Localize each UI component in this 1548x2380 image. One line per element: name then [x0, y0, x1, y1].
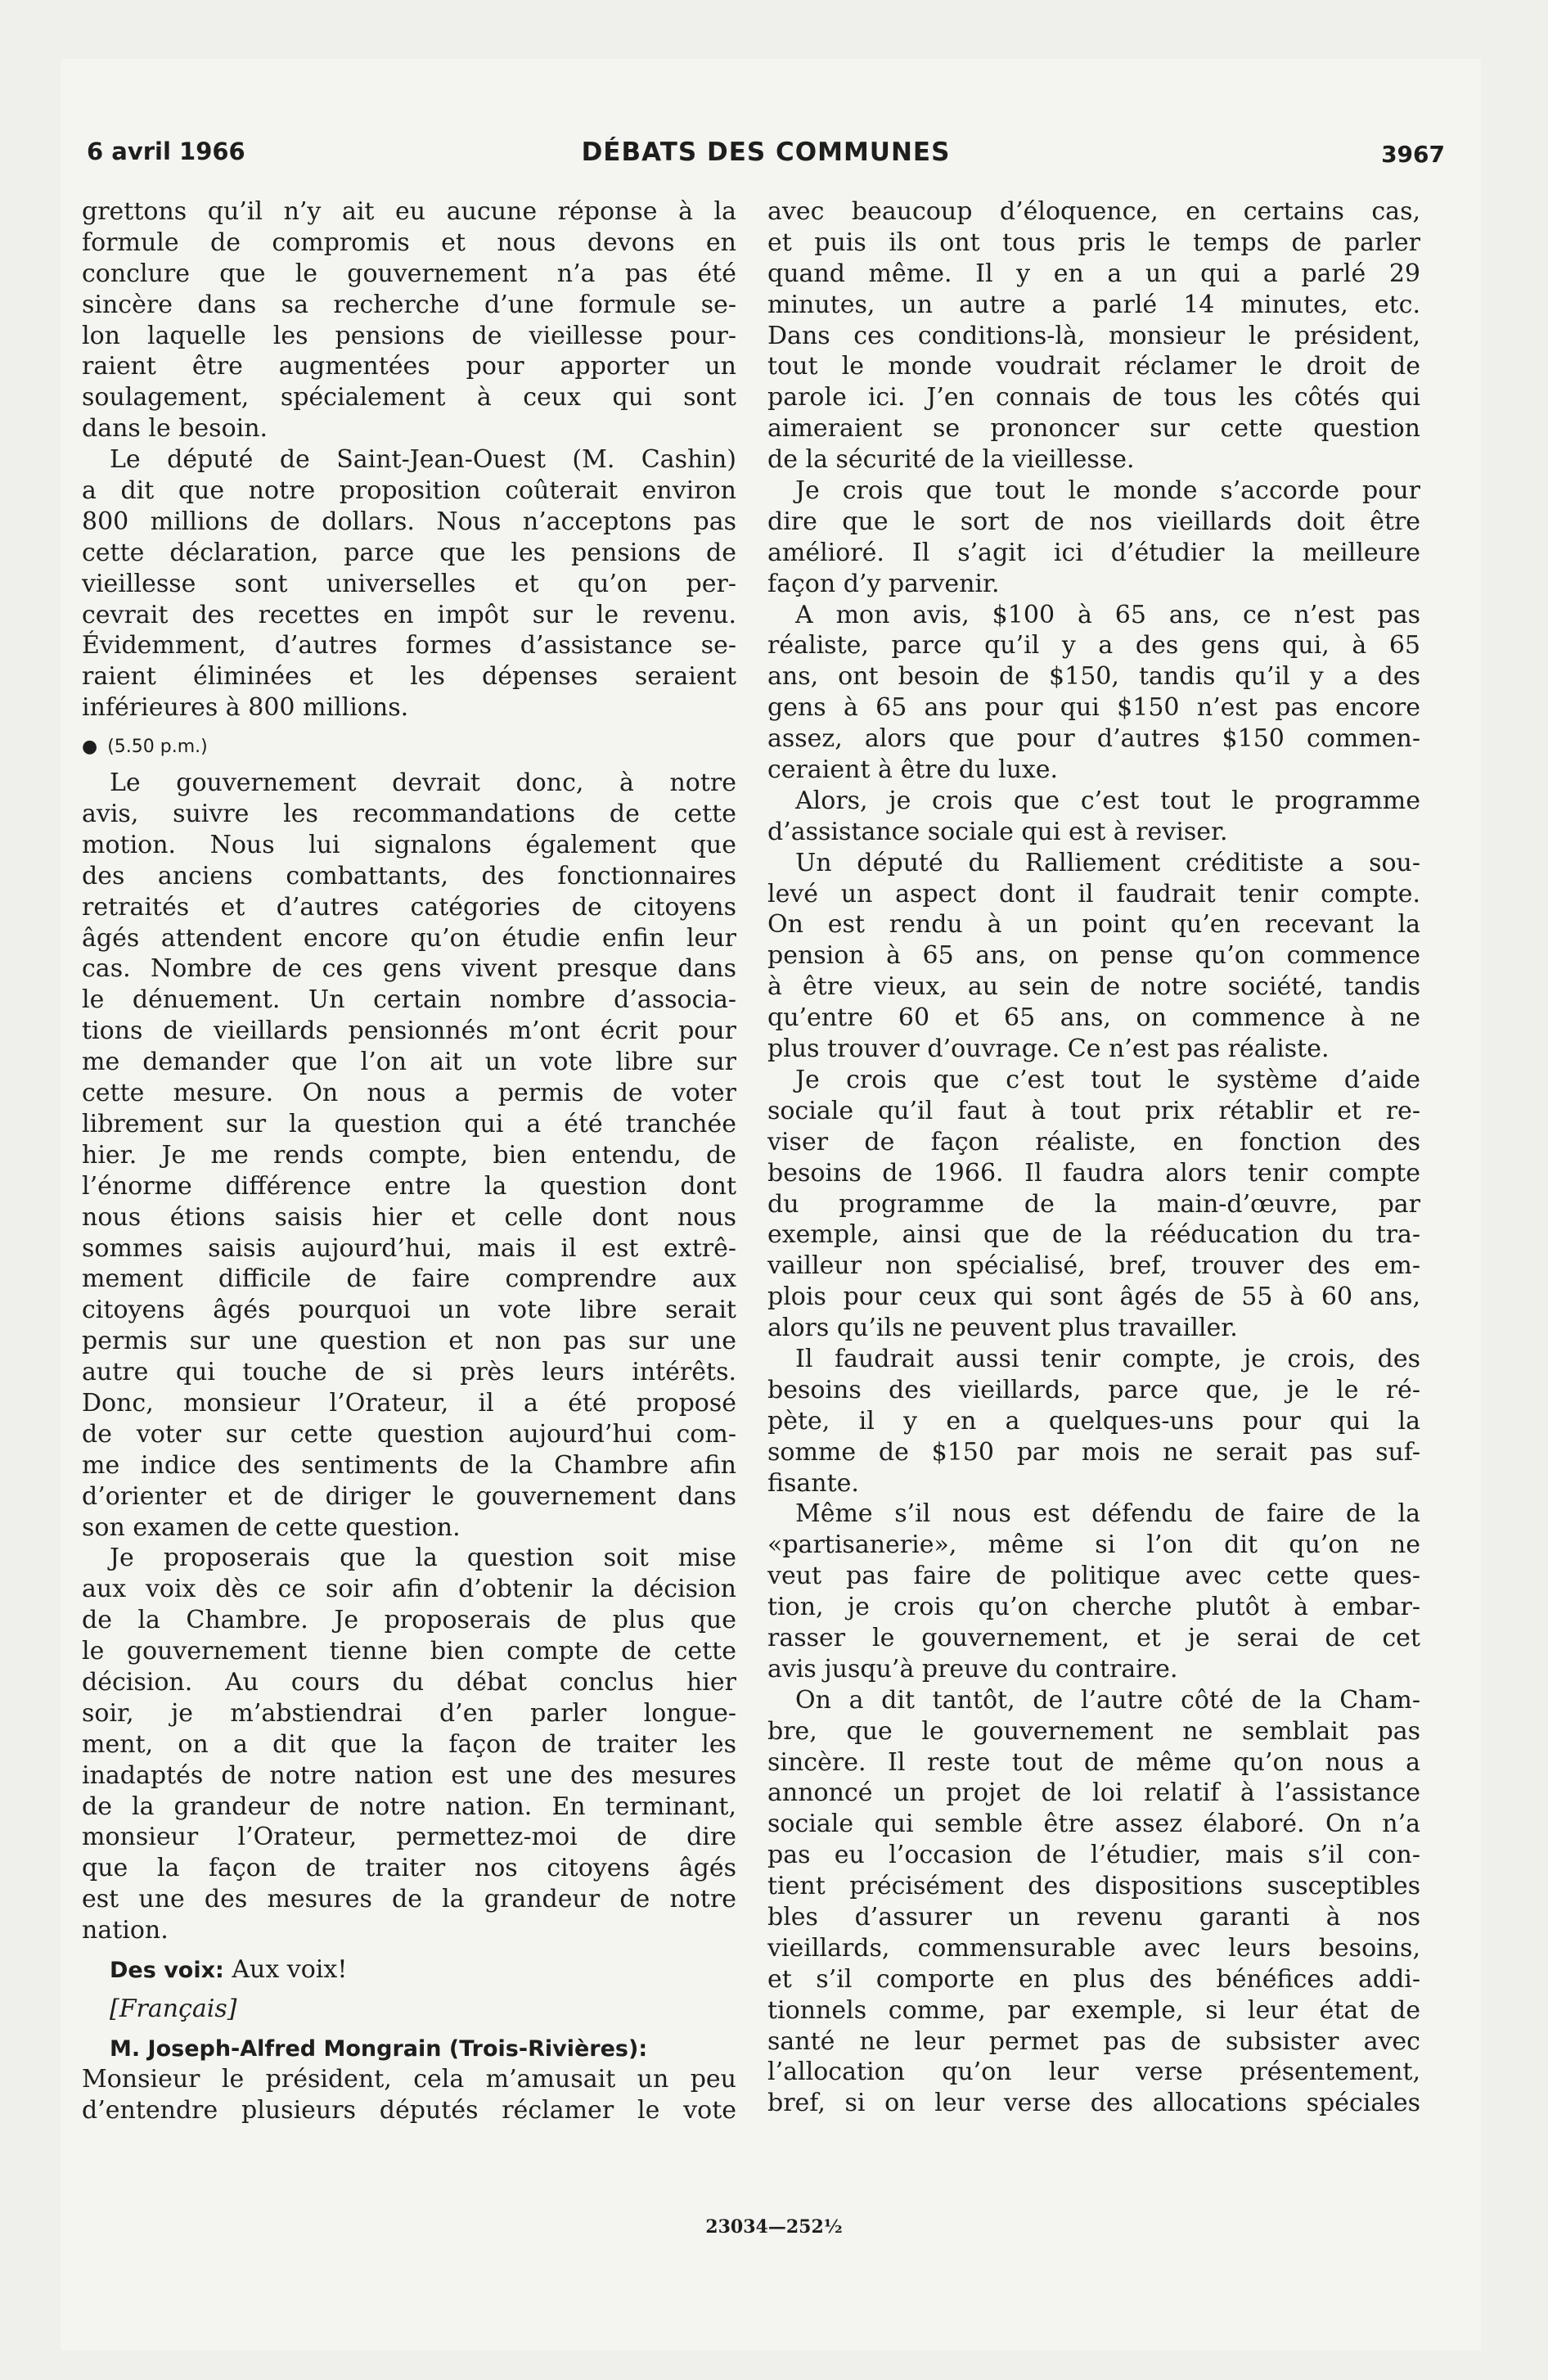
text-line: de la Chambre. Je proposerais de plus que [82, 1606, 736, 1635]
text-line: dans le besoin. [82, 414, 268, 444]
text-line: aimeraient se prononcer sur cette question [767, 414, 1420, 444]
text-line: Monsieur le président, cela m’amusait un peu [82, 2064, 736, 2094]
text-line: tionnels comme, par exemple, si leur état de [767, 1995, 1420, 2025]
text-line: formule de compromis et nous devons en [82, 228, 736, 257]
paragraph [767, 600, 1420, 786]
text-line: «partisanerie», même si l’on dit qu’on ne [767, 1530, 1420, 1560]
text-line: alors qu’ils ne peuvent plus travailler. [767, 1314, 1238, 1343]
text-line: avis, suivre les recommandations de cette [82, 800, 736, 829]
paragraph [767, 848, 1420, 1065]
text-line: bref, si on leur verse des allocations spéciales [767, 2089, 1420, 2118]
text-line: d’entendre plusieurs députés réclamer le vote [82, 2095, 736, 2125]
text-line: Donc, monsieur l’Orateur, il a été proposé [82, 1388, 736, 1418]
text-line: d’orienter et de diriger le gouvernement dans [82, 1481, 736, 1511]
text-line: A mon avis, $100 à 65 ans, ce n’est pas [795, 600, 1420, 629]
text-line: inadaptés de notre nation est une des mesures [82, 1760, 736, 1790]
text-line: besoins des vieillards, parce que, je le ré- [767, 1375, 1420, 1404]
text-line: cette mesure. On nous a permis de voter [82, 1079, 736, 1108]
text-line: grettons qu’il n’y ait eu aucune réponse à la [82, 197, 736, 226]
text-line: conclure que le gouvernement n’a pas été [82, 259, 736, 288]
text-line: tient précisément des dispositions susceptibles [767, 1872, 1420, 1901]
text-line: tion, je crois qu’on cherche plutôt à embar- [767, 1593, 1420, 1622]
paragraph [767, 476, 1420, 600]
bullet-icon: ● [82, 737, 98, 758]
text-line: sociale qui semble être assez élaboré. On n’a [767, 1810, 1420, 1839]
text-line: qu’entre 60 et 65 ans, on commence à ne [767, 1003, 1420, 1033]
text-line: Dans ces conditions-là, monsieur le président, [767, 321, 1420, 350]
text-line: ans, ont besoin de $150, tandis qu’il y a des [767, 662, 1420, 692]
text-line: librement sur la question qui a été tranchée [82, 1109, 736, 1138]
text-line: fisante. [767, 1468, 859, 1498]
text-line: vieillards, commensurable avec leurs besoins, [767, 1933, 1420, 1963]
interjection [82, 1954, 736, 1986]
text-line: annoncé un projet de loi relatif à l’assistance [767, 1778, 1420, 1808]
text-line: pension à 65 ans, on pense qu’on commence [767, 941, 1420, 971]
timestamp [82, 732, 736, 763]
speaker-heading [82, 2033, 736, 2064]
left-column [82, 196, 736, 2125]
text-line: de la sécurité de la vieillesse. [767, 445, 1135, 475]
text-line: santé ne leur permet pas de subsister avec [767, 2026, 1420, 2056]
paragraph [82, 196, 736, 444]
text-line: dire que le sort de nos vieillards doit être [767, 507, 1420, 536]
paragraph [82, 768, 736, 1543]
timestamp-text: (5.50 p.m.) [107, 737, 208, 758]
text-line: bles d’assurer un revenu garanti à nos [767, 1902, 1420, 1931]
paragraph [767, 196, 1420, 476]
paragraph [767, 1344, 1420, 1499]
right-column [767, 196, 1420, 2119]
text-line: est une des mesures de la grandeur de notre [82, 1885, 736, 1914]
text-line: âgés attendent encore qu’on étudie enfin leur [82, 923, 736, 953]
paragraph [82, 2064, 736, 2126]
text-line: plois pour ceux qui sont âgés de 55 à 60 ans, [767, 1282, 1420, 1312]
text-line: Je crois que c’est tout le système d’aide [795, 1065, 1420, 1094]
text-line: vieillesse sont universelles et qu’on per- [82, 569, 736, 598]
page-header [87, 137, 1445, 178]
text-line: décision. Au cours du débat conclus hier [82, 1667, 736, 1697]
text-line: On a dit tantôt, de l’autre côté de la Cham- [795, 1685, 1420, 1715]
text-line: exemple, ainsi que de la rééducation du tra- [767, 1220, 1420, 1250]
text-line: quand même. Il y en a un qui a parlé 29 [767, 259, 1420, 288]
header-page-number: 3967 [1381, 141, 1445, 168]
text-line: besoins de 1966. Il faudra alors tenir compte [767, 1158, 1420, 1188]
text-line: amélioré. Il s’agit ici d’étudier la meilleure [767, 538, 1420, 567]
text-line: permis sur une question et non pas sur une [82, 1327, 736, 1356]
header-date: 6 avril 1966 [87, 137, 245, 165]
text-line: retraités et d’autres catégories de citoyens [82, 892, 736, 922]
text-line: vailleur non spécialisé, bref, trouver des em- [767, 1251, 1420, 1281]
text-line: veut pas faire de politique avec cette ques- [767, 1562, 1420, 1591]
text-line: aux voix dès ce soir afin d’obtenir la décision [82, 1575, 736, 1604]
text-line: et puis ils ont tous pris le temps de parler [767, 228, 1420, 257]
text-line: rasser le gouvernement, et je serai de cet [767, 1623, 1420, 1652]
text-line: parole ici. J’en connais de tous les côtés qui [767, 383, 1420, 412]
text-line: tout le monde voudrait réclamer le droit de [767, 352, 1420, 381]
text-line: Je crois que tout le monde s’accorde pour [795, 476, 1420, 506]
text-line: sociale qu’il faut à tout prix rétablir et re- [767, 1096, 1420, 1125]
text-line: lon laquelle les pensions de vieillesse pour- [82, 321, 736, 350]
text-line: son examen de cette question. [82, 1512, 461, 1542]
language-note: [Français] [110, 1994, 237, 2023]
speaker-name: Des voix: [110, 1957, 224, 1983]
text-line: ceraient à être du luxe. [767, 755, 1059, 785]
paragraph [767, 1065, 1420, 1344]
text-line: soir, je m’abstiendrai d’en parler longue- [82, 1698, 736, 1728]
text-line: cas. Nombre de ces gens vivent presque dans [82, 954, 736, 984]
paragraph [767, 1499, 1420, 1684]
text-line: Un député du Ralliement créditiste a sou- [795, 848, 1420, 877]
text-line: a dit que notre proposition coûterait environ [82, 476, 736, 506]
text-line: Même s’il nous est défendu de faire de la [795, 1499, 1420, 1529]
text-line: façon d’y parvenir. [767, 569, 1000, 598]
text-line: levé un aspect dont il faudrait tenir compte. [767, 879, 1420, 908]
text-line: le gouvernement tienne bien compte de cette [82, 1637, 736, 1666]
text-line: et s’il comporte en plus des bénéfices addi- [767, 1964, 1420, 1994]
text-line: gens à 65 ans pour qui $150 n’est pas encore [767, 693, 1420, 723]
text-line: me indice des sentiments de la Chambre afin [82, 1450, 736, 1480]
text-line: inférieures à 800 millions. [82, 693, 409, 723]
text-line: bre, que le gouvernement ne semblait pas [767, 1716, 1420, 1746]
text-line: sommes saisis aujourd’hui, mais il est extrê- [82, 1233, 736, 1263]
text-line: 800 millions de dollars. Nous n’acceptons pas [82, 507, 736, 536]
text-line: pas eu l’occasion de l’étudier, mais s’il con- [767, 1841, 1420, 1870]
text-line: cevrait des recettes en impôt sur le revenu. [82, 600, 736, 629]
text-line: raient éliminées et les dépenses seraient [82, 662, 736, 692]
text-line: nous étions saisis hier et celle dont nous [82, 1202, 736, 1232]
text-line: de voter sur cette question aujourd’hui com- [82, 1419, 736, 1449]
text-line: somme de $150 par mois ne serait pas suf- [767, 1437, 1420, 1467]
text-line: tions de vieillards pensionnés m’ont écrit pour [82, 1016, 736, 1046]
text-line: Il faudrait aussi tenir compte, je crois, des [795, 1344, 1420, 1373]
text-line: ment, on a dit que la façon de traiter les [82, 1729, 736, 1759]
text-line: On est rendu à un point qu’en recevant la [767, 910, 1420, 940]
footer-code: 23034—252½ [705, 2216, 843, 2238]
text-line: cette déclaration, parce que les pensions de [82, 538, 736, 567]
text-line: Je proposerais que la question soit mise [110, 1544, 736, 1573]
text-line: viser de façon réaliste, en fonction des [767, 1127, 1420, 1156]
speaker-name: M. Joseph-Alfred Mongrain (Trois-Rivières): [110, 2035, 648, 2062]
text-line: nation. [82, 1916, 169, 1945]
text-line: Alors, je crois que c’est tout le programme [795, 786, 1420, 815]
text-line: d’assistance sociale qui est à reviser. [767, 817, 1228, 846]
text-line: à être vieux, au sein de notre société, tandis [767, 972, 1420, 1002]
text-line: motion. Nous lui signalons également que [82, 830, 736, 859]
text-line: soulagement, spécialement à ceux qui sont [82, 383, 736, 412]
text-line: citoyens âgés pourquoi un vote libre serait [82, 1296, 736, 1325]
text-line: raient être augmentées pour apporter un [82, 352, 736, 381]
text-line: l’énorme différence entre la question dont [82, 1171, 736, 1201]
text-line: des anciens combattants, des fonctionnaires [82, 861, 736, 890]
paragraph [82, 1543, 736, 1946]
text-line: Le député de Saint-Jean-Ouest (M. Cashin) [110, 445, 736, 475]
text-line: pète, il y en a quelques-uns pour qui la [767, 1406, 1420, 1436]
text-line: minutes, un autre a parlé 14 minutes, etc. [767, 290, 1420, 319]
text-line: du programme de la main-d’œuvre, par [767, 1189, 1420, 1219]
text-line: Le gouvernement devrait donc, à notre [110, 769, 736, 798]
paragraph [82, 444, 736, 723]
text-line: sincère dans sa recherche d’une formule se- [82, 290, 736, 319]
text-line: Évidemment, d’autres formes d’assistance se- [82, 631, 736, 660]
text-line: réaliste, parce qu’il y a des gens qui, à 65 [767, 631, 1420, 660]
text-line: hier. Je me rends compte, bien entendu, de [82, 1140, 736, 1170]
header-title: DÉBATS DES COMMUNES [581, 137, 951, 167]
text-line: mement difficile de faire comprendre aux [82, 1264, 736, 1294]
text-line: le dénuement. Un certain nombre d’associa- [82, 985, 736, 1015]
text-line: me demander que l’on ait un vote libre sur [82, 1048, 736, 1077]
text-line: autre qui touche de si près leurs intérêts. [82, 1358, 736, 1387]
paragraph [767, 786, 1420, 848]
text-line: avis jusqu’à preuve du contraire. [767, 1654, 1178, 1684]
text-line: assez, alors que pour d’autres $150 commen- [767, 724, 1420, 754]
text-line: sincère. Il reste tout de même qu’on nous a [767, 1747, 1420, 1777]
text-line: monsieur l’Orateur, permettez-moi de dire [82, 1823, 736, 1852]
text-line: que la façon de traiter nos citoyens âgés [82, 1854, 736, 1883]
text-line: de la grandeur de notre nation. En terminant, [82, 1792, 736, 1821]
text-line: avec beaucoup d’éloquence, en certains cas, [767, 197, 1420, 226]
paragraph [767, 1685, 1420, 2119]
interjection-text: Aux voix! [223, 1954, 348, 1984]
text-line: plus trouver d’ouvrage. Ce n’est pas réaliste. [767, 1034, 1330, 1064]
text-line: l’allocation qu’on leur verse présentement, [767, 2058, 1420, 2087]
